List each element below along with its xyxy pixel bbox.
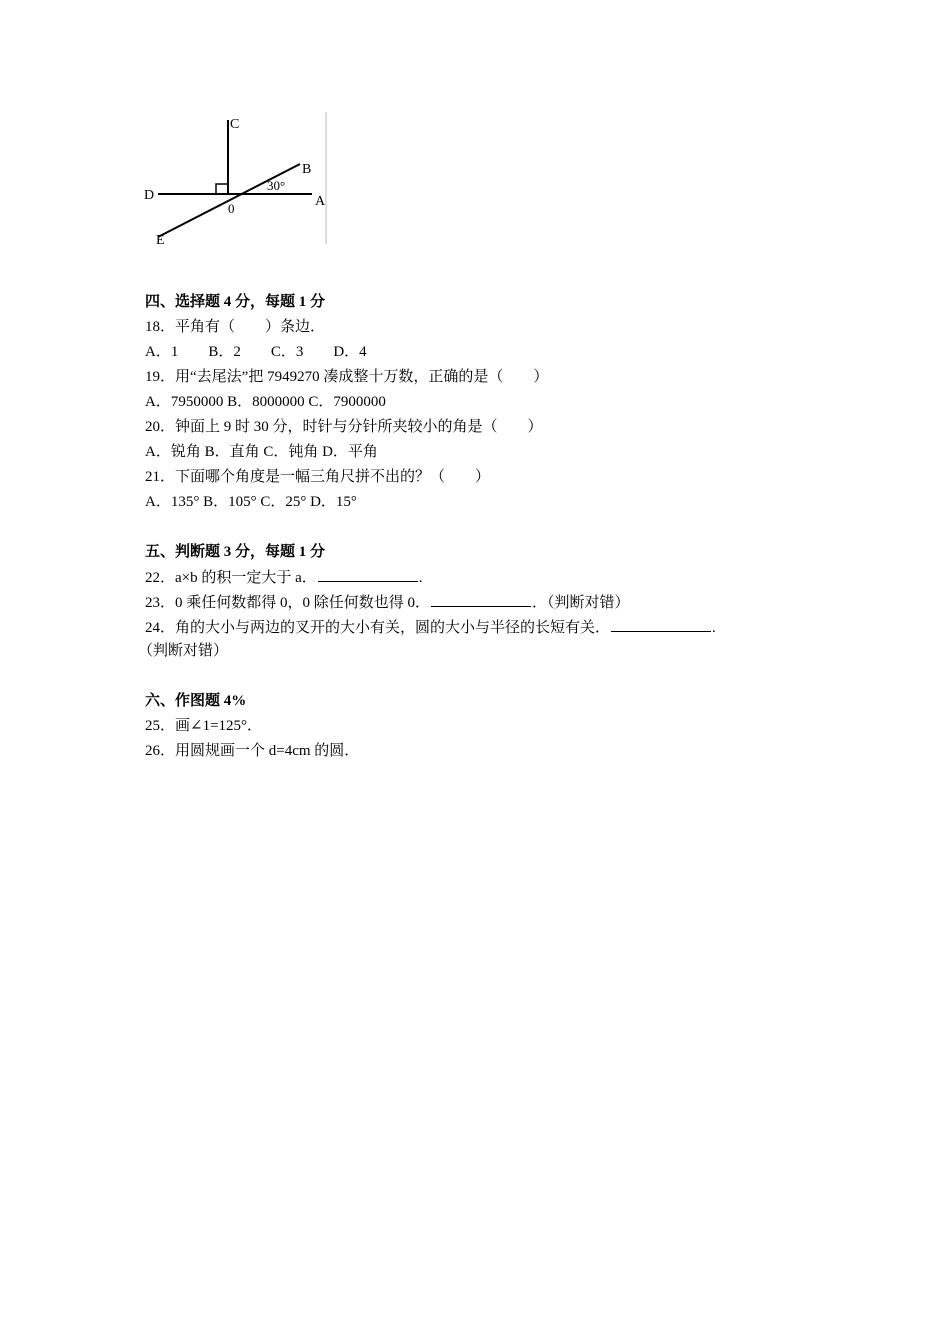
- question-22-text: 22．a×b 的积一定大于 a．: [145, 570, 317, 586]
- question-23-text: 23．0 乘任何数都得 0，0 除任何数也得 0．: [145, 595, 431, 611]
- question-24-continuation: （判断对错）: [138, 643, 229, 659]
- question-22-end: .: [418, 570, 423, 586]
- question-21-options: A．135° B．105° C．25° D．15°: [145, 494, 357, 510]
- label-e: E: [156, 233, 165, 248]
- angle-label: 30°: [267, 178, 286, 193]
- question-21: 21．下面哪个角度是一幅三角尺拼不出的？（ ）: [145, 469, 491, 485]
- question-19-options: A．7950000 B．8000000 C．7900000: [145, 394, 386, 410]
- section6-heading: 六、作图题 4%: [145, 693, 247, 709]
- question-24-text: 24．角的大小与两边的叉开的大小有关，圆的大小与半径的长短有关．: [145, 620, 611, 636]
- question-26: 26．用圆规画一个 d=4cm 的圆．: [145, 743, 360, 759]
- question-23-end: ．（判断对错）: [532, 595, 630, 611]
- question-18-options: A．1 B．2 C．3 D．4: [145, 344, 367, 360]
- question-24: [145, 617, 716, 638]
- label-d: D: [144, 188, 155, 203]
- question-22: [145, 567, 423, 588]
- question-24-end: .: [712, 620, 716, 636]
- label-c: C: [230, 117, 240, 132]
- question-23: [145, 592, 630, 613]
- label-b: B: [302, 162, 312, 177]
- right-angle-mark: [216, 184, 228, 194]
- answer-blank-24[interactable]: [611, 617, 711, 632]
- question-19: 19．用“去尾法”把 7949270 凑成整十万数，正确的是（ ）: [145, 369, 549, 385]
- label-a: A: [315, 194, 326, 209]
- question-25: 25．画∠1=125°．: [145, 718, 263, 734]
- question-20-options: A．锐角 B．直角 C．钝角 D．平角: [145, 444, 378, 460]
- section4-heading: 四、选择题 4 分，每题 1 分: [145, 294, 326, 310]
- section5-heading: 五、判断题 3 分，每题 1 分: [145, 544, 326, 560]
- question-20: 20．钟面上 9 时 30 分，时针与分针所夹较小的角是（ ）: [145, 419, 543, 435]
- answer-blank-23[interactable]: [431, 592, 531, 607]
- label-o: 0: [228, 201, 235, 216]
- angle-figure: [140, 110, 340, 250]
- question-18: 18．平角有（ ）条边．: [145, 319, 326, 335]
- answer-blank-22[interactable]: [318, 567, 418, 582]
